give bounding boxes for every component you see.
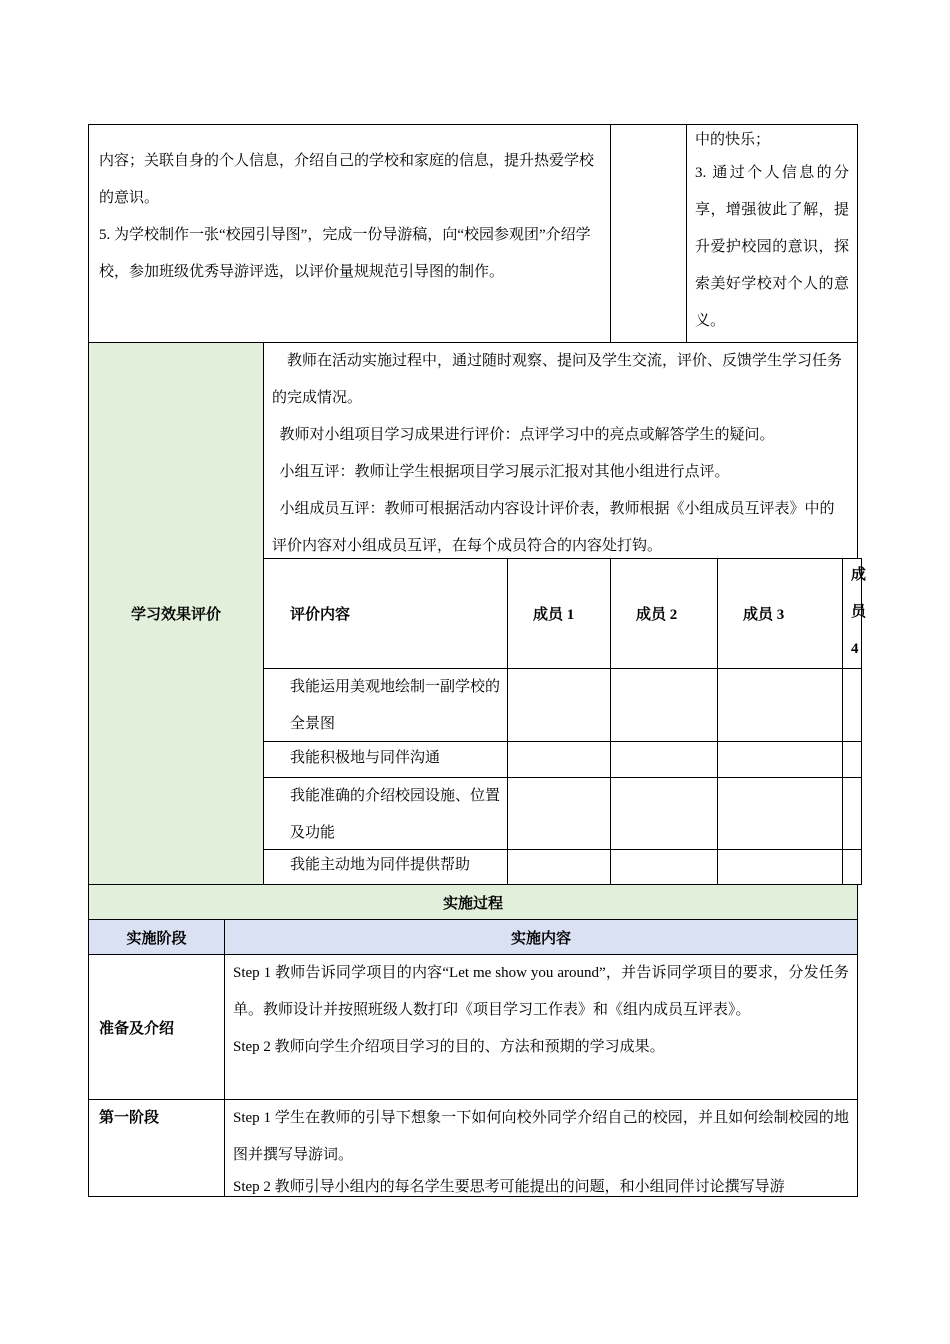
top-middle-cell: [610, 124, 687, 343]
eval-row-1-text: 我能运用美观地绘制一副学校的全景图: [290, 679, 501, 732]
process-content-2: [224, 1099, 858, 1197]
process-content-header: [224, 919, 858, 955]
eval-row-2-text: 我能积极地与同伴沟通: [290, 750, 441, 766]
eval-row-4-text: 我能主动地为同伴提供帮助: [290, 857, 471, 873]
eval-row-4-member-3[interactable]: [717, 849, 843, 885]
eval-row-3-member-2[interactable]: [610, 777, 718, 850]
eval-table-header-member-4: [842, 558, 867, 669]
eval-row-3-member-3[interactable]: [717, 777, 843, 850]
process-title-cell: [88, 884, 858, 920]
process-2-step-1: Step 1 学生在教师的引导下想象一下如何向校外同学介绍自己的校园，并且如何绘制校园的地图并撰写导游词。: [233, 1110, 849, 1163]
eval-row-4-member-4[interactable]: [842, 849, 862, 885]
eval-header-label: 评价内容: [290, 607, 351, 623]
evaluation-paragraph-3: 小组互评：教师让学生根据项目学习展示汇报对其他小组进行点评。: [279, 464, 730, 480]
eval-row-2-member-3[interactable]: [717, 741, 843, 778]
process-content-1: [224, 954, 858, 1100]
eval-header-member-1-label: 成员 1: [533, 607, 575, 623]
process-title: 实施过程: [442, 895, 503, 912]
eval-row-2-member-4[interactable]: [842, 741, 862, 778]
process-stage-header: [88, 919, 225, 955]
eval-header-member-2-label: 成员 2: [636, 607, 678, 623]
top-right-cell: [686, 124, 858, 343]
eval-row-3-content: [263, 777, 508, 850]
process-stage-2: [88, 1099, 225, 1197]
top-right-paragraph-2: 3. 通过个人信息的分享，增强彼此了解，提升爱护校园的意识，探索美好学校对个人的意义。: [695, 165, 849, 329]
top-left-paragraph-1: 内容；关联自身的个人信息，介绍自己的学校和家庭的信息，提升热爱学校的意识。: [99, 153, 595, 206]
eval-header-member-3-label: 成员 3: [743, 607, 785, 623]
evaluation-paragraph-4: 小组成员互评：教师可根据活动内容设计评价表，教师根据《小组成员互评表》中的评价内容对小组成员互评，在每个成员符合的内容处打钩。: [272, 501, 835, 554]
process-2-step-2: Step 2 教师引导小组内的每名学生要思考可能提出的问题，和小组同伴讨论撰写导游: [233, 1179, 785, 1195]
eval-row-2-member-2[interactable]: [610, 741, 718, 778]
eval-row-3-text: 我能准确的介绍校园设施、位置及功能: [290, 788, 501, 841]
evaluation-label: 学习效果评价: [130, 607, 221, 623]
eval-header-member-4-label: 成员 4: [851, 567, 867, 657]
eval-table-header-content: [263, 558, 508, 669]
evaluation-label-cell: [88, 342, 264, 885]
eval-table-header-member-2: [610, 558, 718, 669]
evaluation-paragraph-1: 教师在活动实施过程中，通过随时观察、提问及学生交流，评价、反馈学生学习任务的完成情况。: [272, 353, 843, 406]
eval-row-1-content: [263, 668, 508, 742]
process-content-header-label: 实施内容: [510, 930, 571, 947]
process-stage-1: [88, 954, 225, 1100]
process-1-step-2: Step 2 教师向学生介绍项目学习的目的、方法和预期的学习成果。: [233, 1039, 665, 1055]
eval-row-2-content: [263, 741, 508, 778]
eval-row-1-member-1[interactable]: [507, 668, 611, 742]
process-1-step-1: Step 1 教师告诉同学项目的内容“Let me show you around”，并告诉同学项目的要求，分发任务单。教师设计并按照班级人数打印《项目学习工作表》和《组内成员互评表》。: [233, 965, 849, 1018]
top-left-paragraph-2: 5. 为学校制作一张“校园引导图”，完成一份导游稿，向“校园参观团”介绍学校，参加班级优秀导游评选，以评价量规规范引导图的制作。: [99, 227, 591, 280]
process-stage-header-label: 实施阶段: [126, 930, 187, 947]
top-right-paragraph-1: 中的快乐；: [695, 132, 771, 148]
eval-row-1-member-3[interactable]: [717, 668, 843, 742]
eval-row-3-member-4[interactable]: [842, 777, 862, 850]
process-stage-1-label: 准备及介绍: [99, 1020, 175, 1037]
eval-row-4-content: [263, 849, 508, 885]
evaluation-content-cell: [263, 342, 858, 559]
process-stage-2-label: 第一阶段: [99, 1110, 160, 1126]
eval-row-3-member-1[interactable]: [507, 777, 611, 850]
top-left-cell: [88, 124, 611, 343]
evaluation-paragraph-2: 教师对小组项目学习成果进行评价：点评学习中的亮点或解答学生的疑问。: [279, 427, 775, 443]
eval-row-1-member-4[interactable]: [842, 668, 862, 742]
eval-table-header-member-3: [717, 558, 843, 669]
eval-row-1-member-2[interactable]: [610, 668, 718, 742]
eval-row-4-member-2[interactable]: [610, 849, 718, 885]
eval-row-4-member-1[interactable]: [507, 849, 611, 885]
eval-table-header-member-1: [507, 558, 611, 669]
eval-row-2-member-1[interactable]: [507, 741, 611, 778]
